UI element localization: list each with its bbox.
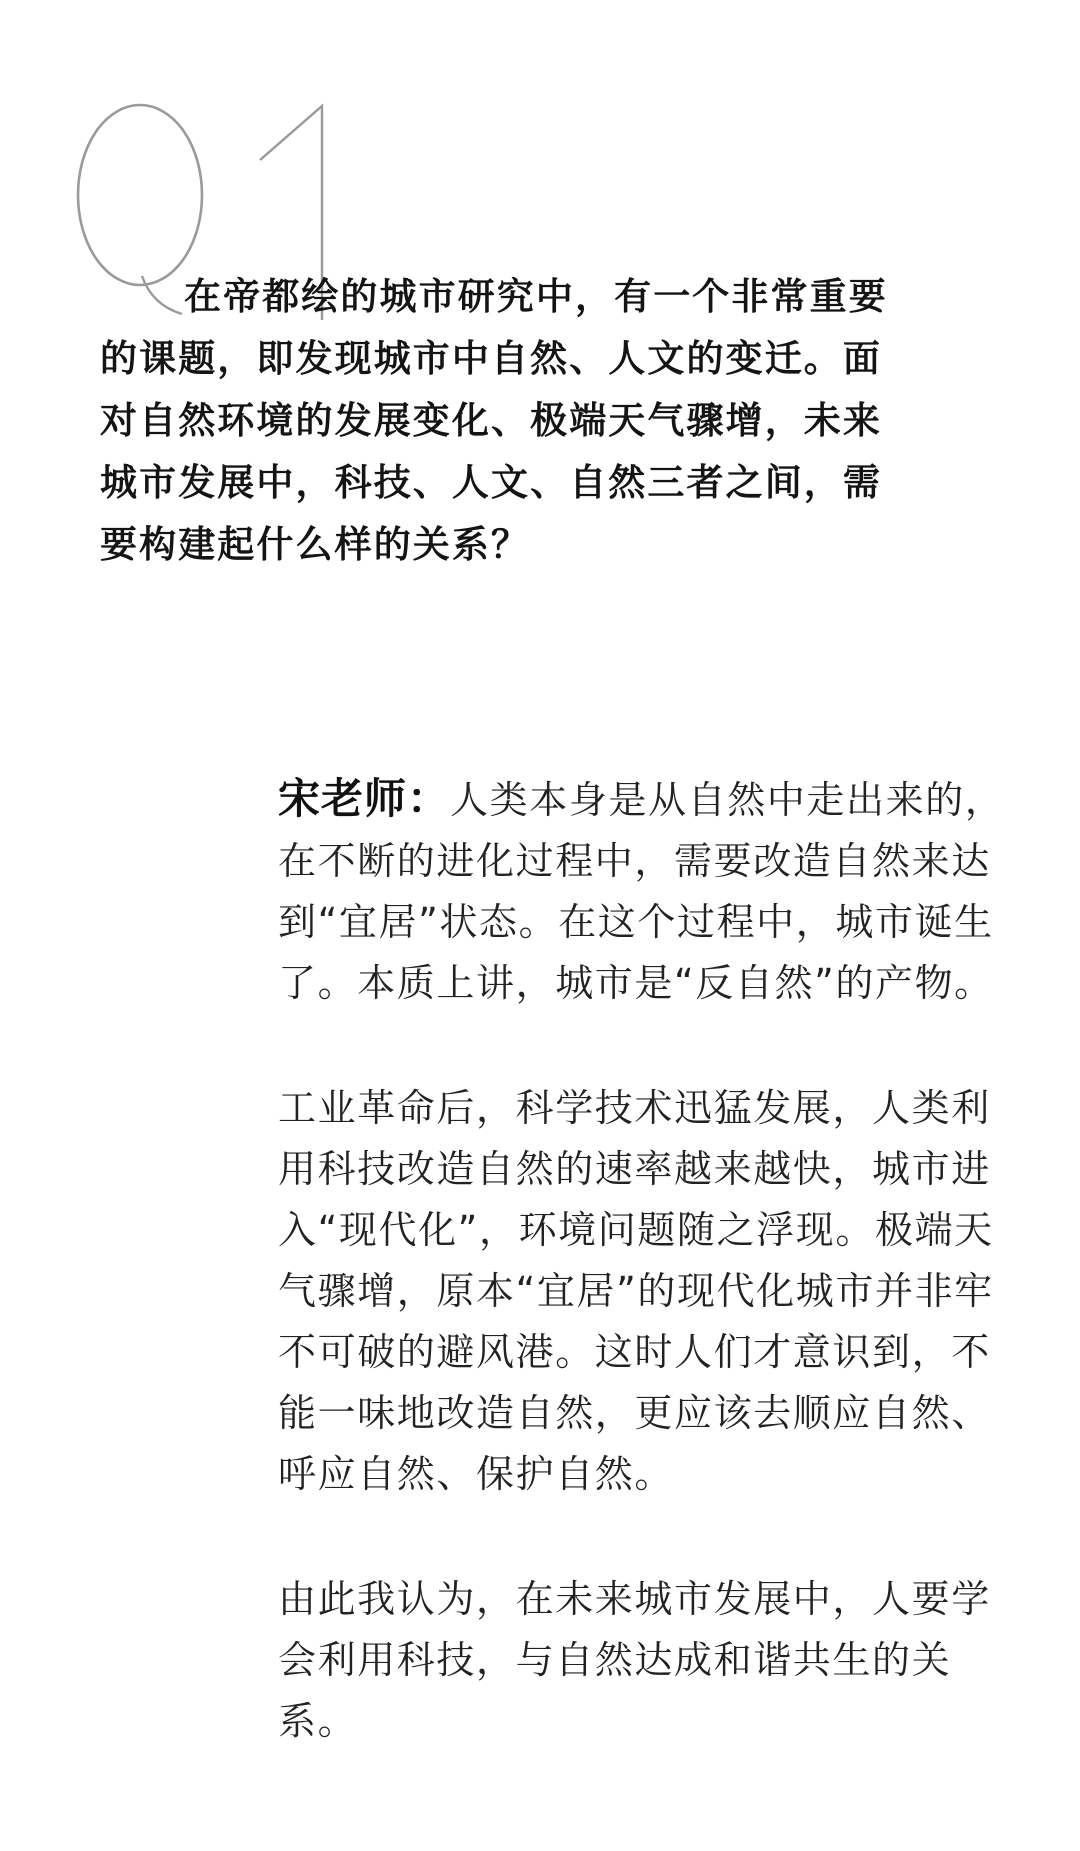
answer-block	[278, 768, 1008, 1816]
answer-paragraph-3: 由此我认为，在未来城市发展中，人要学会利用科技，与自然达成和谐共生的关系。	[278, 1577, 991, 1743]
question-text: 在帝都绘的城市研究中，有一个非常重要的课题，即发现城市中自然、人文的变迁。面对自然环境的发展变化、极端天气骤增，未来城市发展中，科技、人文、自然三者之间，需要构建起什么样的关系？	[100, 275, 888, 566]
speaker-label: 宋老师：	[278, 774, 451, 823]
answer-paragraph-1-text: 人类本身是从自然中走出来的，在不断的进化过程中，需要改造自然来达到“宜居”状态。在这个过程中，城市诞生了。本质上讲，城市是“反自然”的产物。	[278, 778, 1005, 1005]
answer-paragraph-1	[278, 768, 1008, 1014]
answer-paragraph-2: 工业革命后，科学技术迅猛发展，人类利用科技改造自然的速率越来越快，城市进入“现代化”，环境问题随之浮现。极端天气骤增，原本“宜居”的现代化城市并非牢不可破的避风港。这时人们才意识到，不能一味地改造自然，更应该去顺应自然、呼应自然、保护自然。	[278, 1086, 994, 1496]
